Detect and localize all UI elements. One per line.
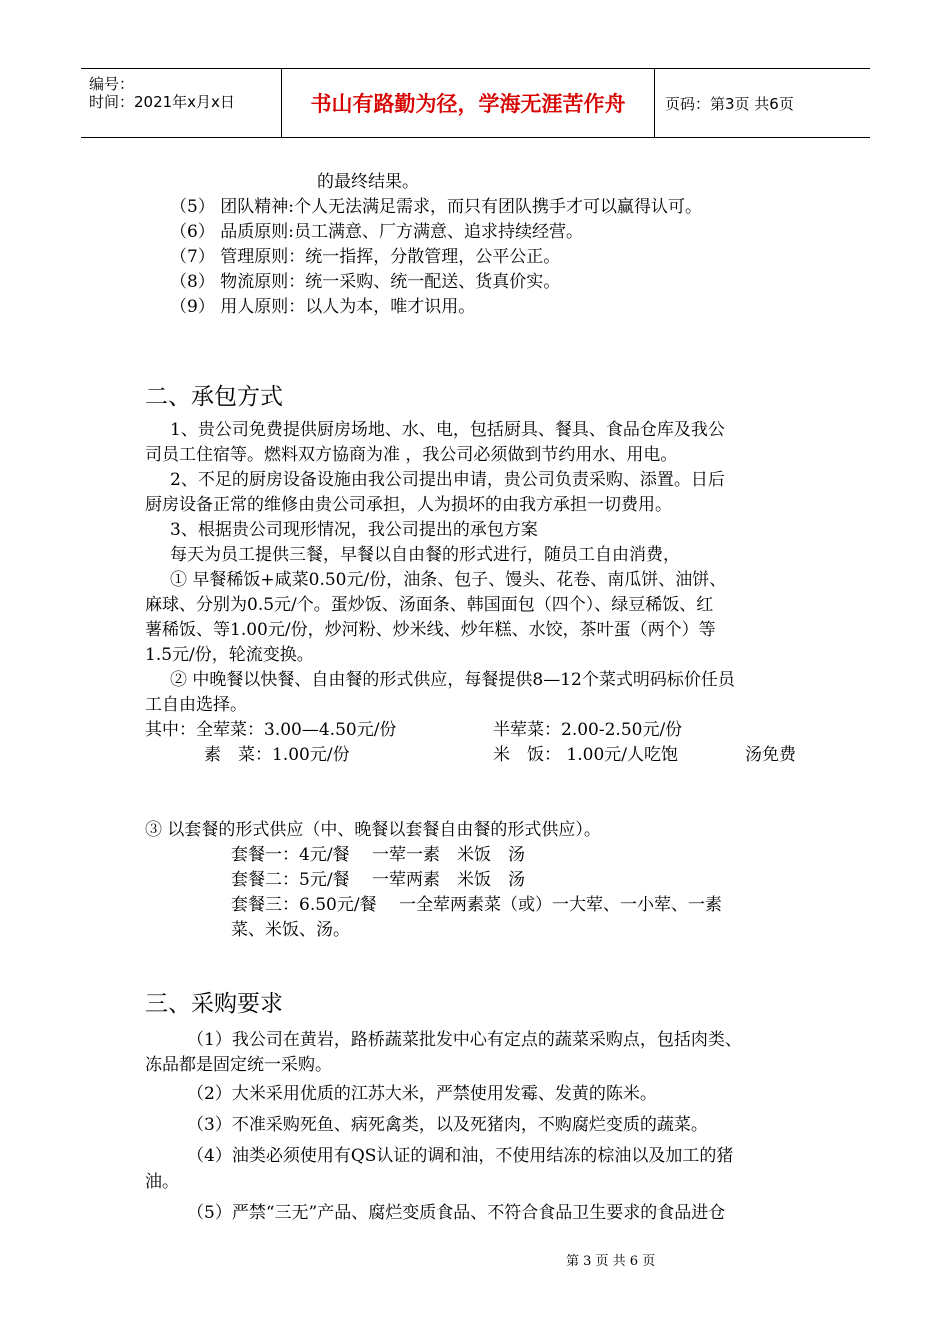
page-header: [81, 68, 870, 138]
price-vegetable: 素 菜：1.00元/份: [204, 745, 350, 765]
principle-line: 的最终结果。: [317, 172, 419, 192]
header-meta: [81, 69, 282, 137]
header-page-label: 页码：第3页 共6页: [665, 95, 794, 113]
price-half-meat: 半荤菜：2.00-2.50元/份: [493, 720, 683, 740]
paragraph-line: 麻球、分别为0.5元/个。蛋炒饭、汤面条、韩国面包（四个）、绿豆稀饭、红: [145, 595, 714, 615]
paragraph-line: 厨房设备正常的维修由贵公司承担，人为损坏的由我方承担一切费用。: [145, 495, 672, 515]
page-footer: 第 3 页 共 6 页: [566, 1254, 656, 1269]
paragraph-line: 3、根据贵公司现形情况，我公司提出的承包方案: [170, 520, 538, 540]
paragraph-line: （3）不准采购死鱼、病死禽类，以及死猪肉，不购腐烂变质的蔬菜。: [187, 1115, 708, 1135]
principle-line: （8） 物流原则：统一采购、统一配送、货真价实。: [170, 272, 561, 292]
paragraph-line: ② 中晚餐以快餐、自由餐的形式供应，每餐提供8—12个菜式明码标价任员: [170, 670, 735, 690]
principle-line: （9） 用人原则：以人为本，唯才识用。: [170, 297, 476, 317]
paragraph-line: 1、贵公司免费提供厨房场地、水、电，包括厨具、餐具、食品仓库及我公: [170, 420, 725, 440]
paragraph-line: ③ 以套餐的形式供应（中、晚餐以套餐自由餐的形式供应）。: [145, 820, 601, 840]
paragraph-line: 薯稀饭、等1.00元/份，炒河粉、炒米线、炒年糕、水饺，茶叶蛋（两个）等: [145, 620, 716, 640]
price-full-meat: 其中：全荤菜：3.00—4.50元/份: [145, 720, 397, 740]
time-label: 时间：2021年x月x日: [89, 93, 235, 111]
paragraph-line: （2）大米采用优质的江苏大米，严禁使用发霉、发黄的陈米。: [187, 1084, 657, 1104]
paragraph-line: （1）我公司在黄岩，路桥蔬菜批发中心有定点的蔬菜采购点，包括肉类、: [187, 1030, 742, 1050]
price-rice: 米 饭： 1.00元/人吃饱: [493, 745, 678, 765]
set-meal-line: 套餐二：5元/餐 一荤两素 米饭 汤: [231, 870, 525, 890]
set-meal-line: 套餐一：4元/餐 一荤一素 米饭 汤: [231, 845, 525, 865]
paragraph-line: 1.5元/份，轮流变换。: [145, 645, 314, 665]
paragraph-line: 油。: [145, 1172, 179, 1192]
set-meal-line: 菜、米饭、汤。: [231, 920, 350, 940]
principle-line: （6） 品质原则:员工满意、厂方满意、追求持续经营。: [170, 222, 583, 242]
paragraph-line: （4）油类必须使用有QS认证的调和油，不使用结冻的棕油以及加工的猪: [187, 1146, 734, 1166]
paragraph-line: ① 早餐稀饭+咸菜0.50元/份，油条、包子、馒头、花卷、南瓜饼、油饼、: [170, 570, 727, 590]
number-label: 编号：: [89, 75, 135, 93]
paragraph-line: 每天为员工提供三餐，早餐以自由餐的形式进行，随员工自由消费，: [170, 545, 680, 565]
paragraph-line: 冻品都是固定统一采购。: [145, 1055, 332, 1075]
paragraph-line: （5）严禁“三无”产品、腐烂变质食品、不符合食品卫生要求的食品进仓: [187, 1203, 726, 1223]
paragraph-line: 工自由选择。: [145, 695, 247, 715]
principle-line: （5） 团队精神:个人无法满足需求，而只有团队携手才可以赢得认可。: [170, 197, 702, 217]
section-heading: 三、采购要求: [145, 991, 283, 1017]
header-motto: 书山有路勤为径，学海无涯苦作舟: [282, 69, 655, 137]
paragraph-line: 2、不足的厨房设备设施由我公司提出申请，贵公司负责采购、添置。日后: [170, 470, 725, 490]
paragraph-line: 司员工住宿等。燃料双方協商为准 ，我公司必须做到节约用水、用电。: [145, 445, 678, 465]
price-soup: 汤免费: [745, 745, 796, 765]
set-meal-line: 套餐三：6.50元/餐 一全荤两素菜（或）一大荤、一小荤、一素: [231, 895, 722, 915]
section-heading: 二、承包方式: [145, 384, 283, 410]
principle-line: （7） 管理原则：统一指挥，分散管理，公平公正。: [170, 247, 561, 267]
